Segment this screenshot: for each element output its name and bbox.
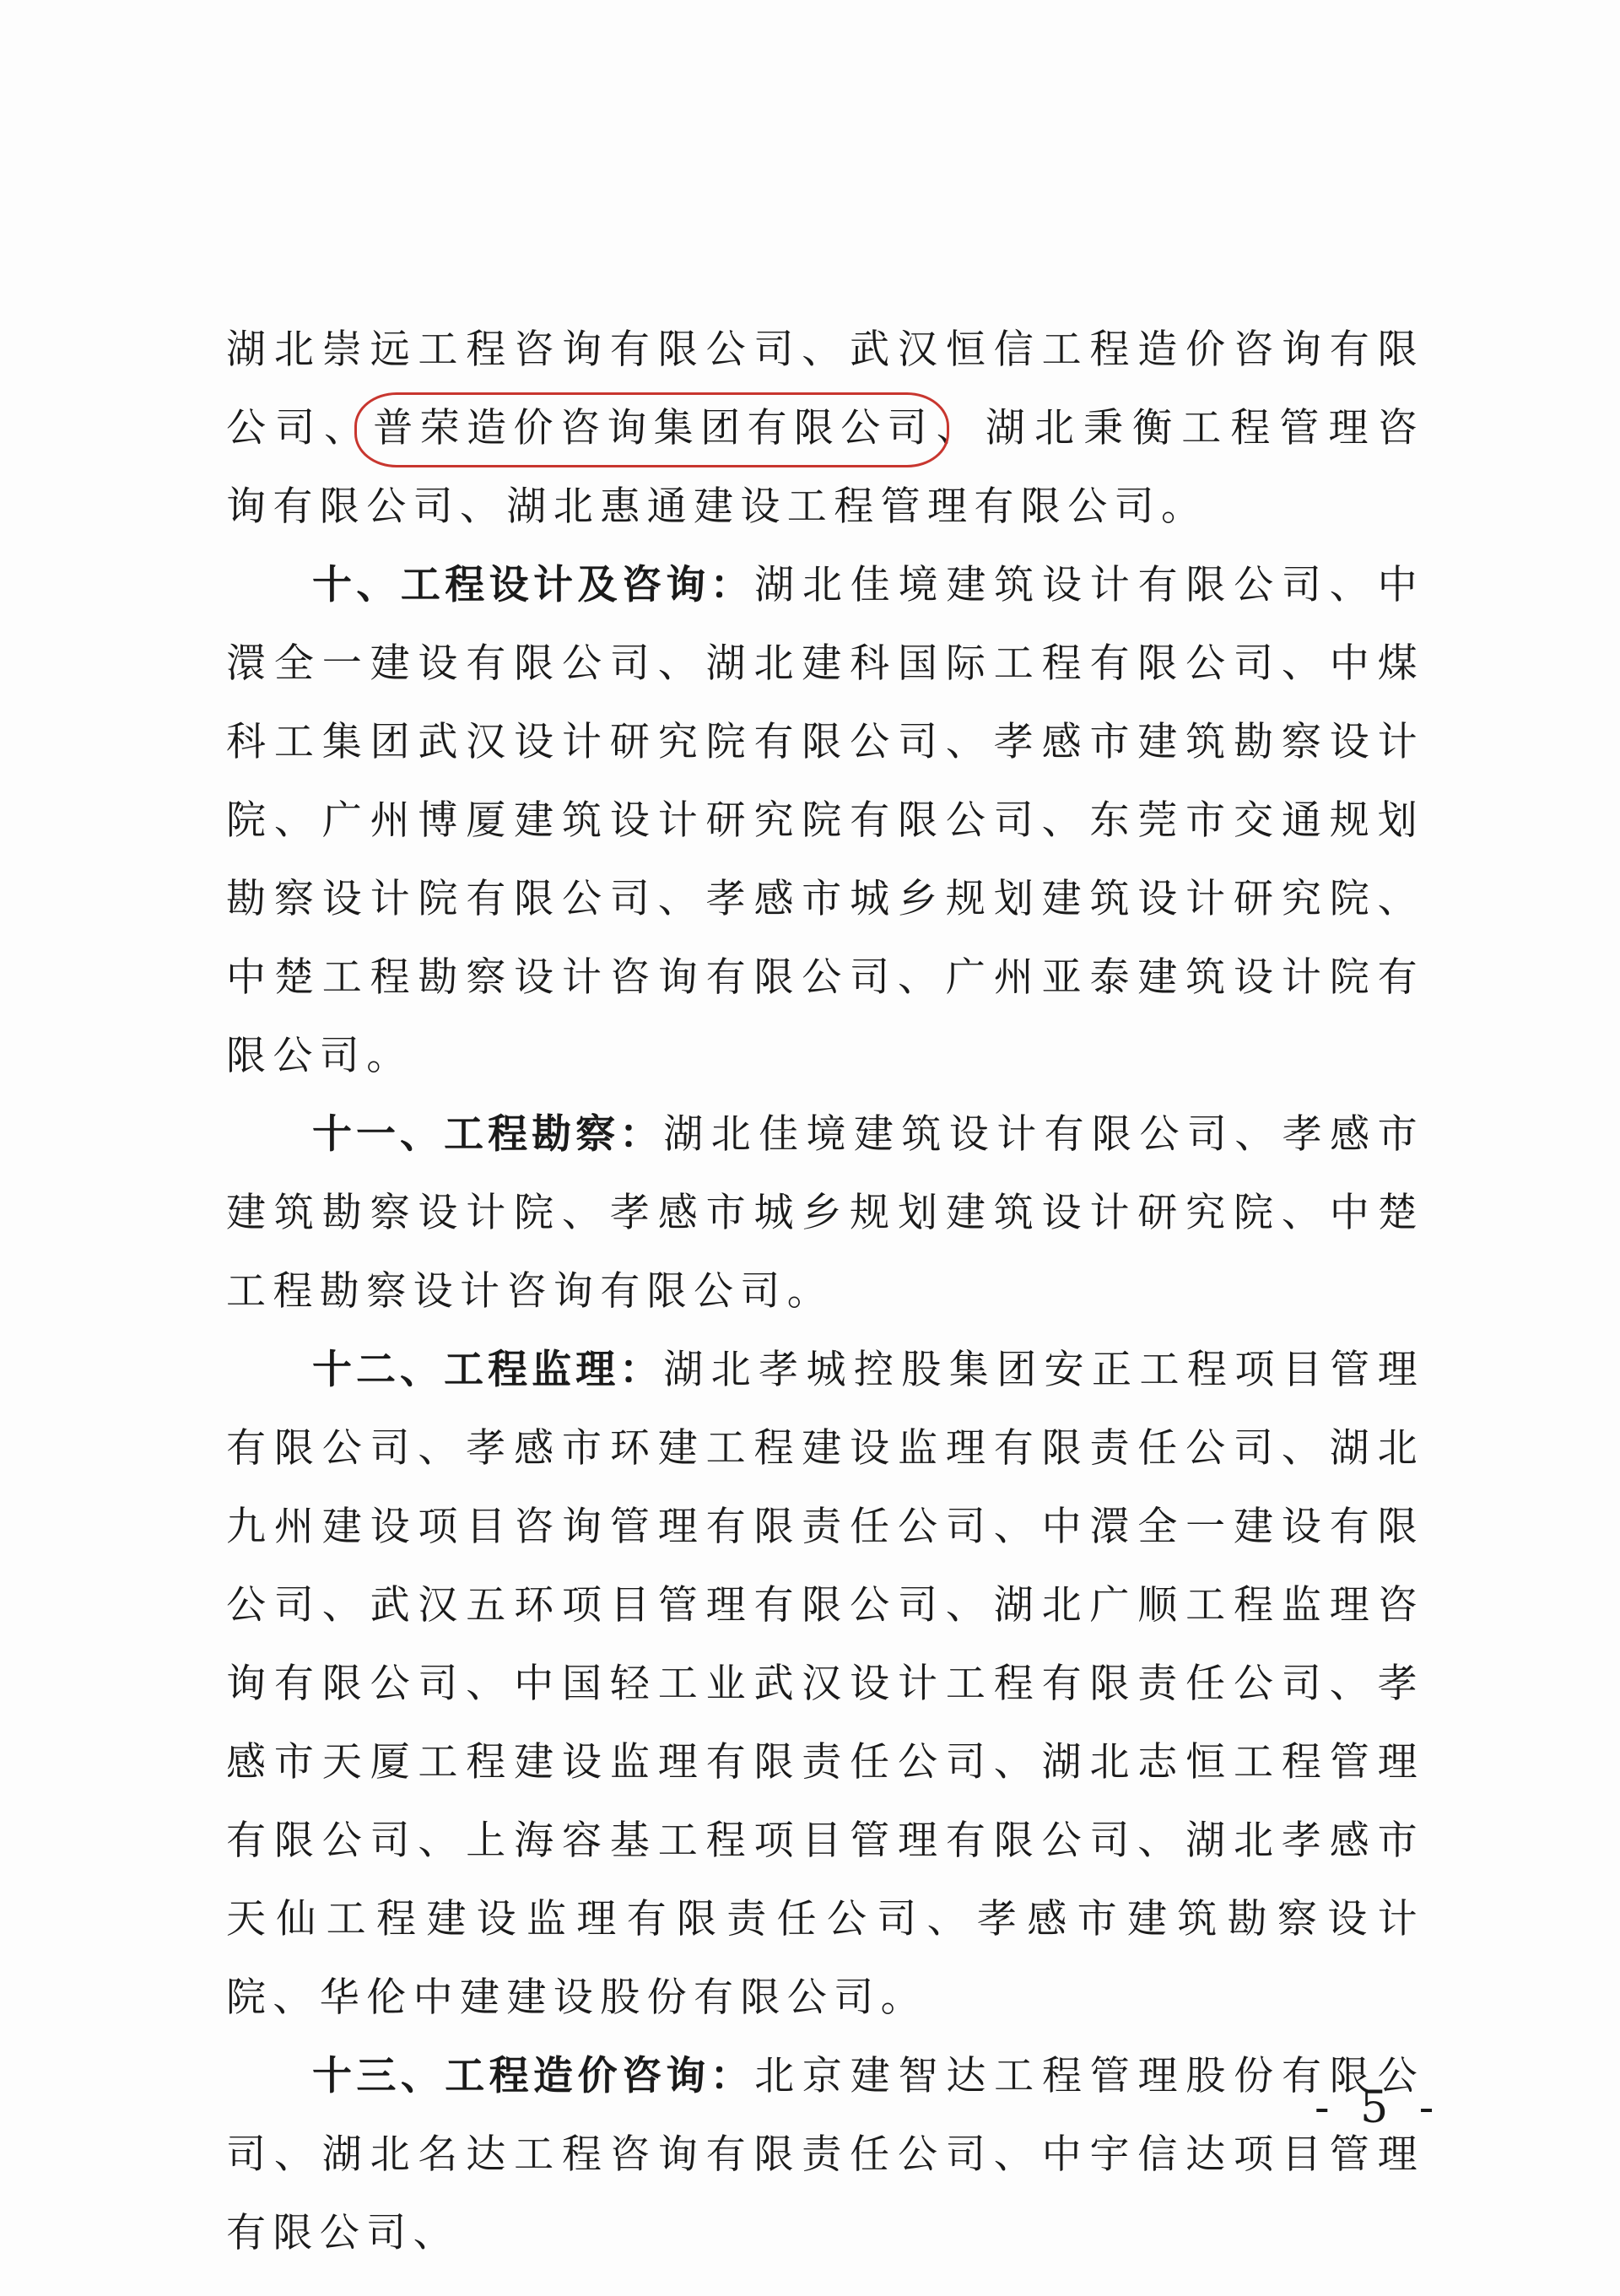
continuation-line-3: 湖北惠通建设工程管理有限公司。	[506, 484, 1208, 530]
continuation-line-2: 、湖北秉衡工程管理咨询有限公司、	[226, 405, 1425, 530]
section-heading: 十、工程设计及咨询：	[312, 562, 755, 608]
page-number: - 5 -	[1315, 2083, 1443, 2133]
section-heading: 十一、工程勘察：	[312, 1111, 664, 1158]
section-text: 北京建智达工程管理股份有限公司、湖北名达工程咨询有限责任公司、中宇信达项目管理有限公司、	[226, 2053, 1425, 2256]
continuation-line-1: 湖北崇远工程咨询有限公司、武汉恒信工程造价咨询有限公司、	[226, 327, 1424, 451]
continuation-paragraph	[226, 311, 1424, 546]
section-engineering-survey	[226, 1095, 1424, 1331]
section-text: 湖北佳境建筑设计有限公司、中澴全一建设有限公司、湖北建科国际工程有限公司、中煤科工集团武汉设计研究院有限公司、孝感市建筑勘察设计院、广州博厦建筑设计研究院有限公司、东莞市交通规划勘察设计院有限公司、孝感市城乡规划建筑设计研究院、中楚工程勘察设计咨询有限公司、广州亚泰建筑设计院有限公司。	[226, 562, 1425, 1079]
section-text: 湖北孝城控股集团安正工程项目管理有限公司、孝感市环建工程建设监理有限责任公司、湖北九州建设项目咨询管理有限责任公司、中澴全一建设有限公司、武汉五环项目管理有限公司、湖北广顺工程监理咨询有限公司、中国轻工业武汉设计工程有限责任公司、孝感市天厦工程建设监理有限责任公司、湖北志恒工程管理有限公司、上海容基工程项目管理有限公司、湖北孝感市天仙工程建设监理有限责任公司、孝感市建筑勘察设计院、华伦中建建设股份有限公司。	[226, 1347, 1425, 2021]
document-body	[226, 311, 1424, 2272]
section-engineering-supervision	[226, 1331, 1424, 2037]
section-text: 湖北佳境建筑设计有限公司、孝感市建筑勘察设计院、孝感市城乡规划建筑设计研究院、中楚工程勘察设计咨询有限公司。	[226, 1111, 1425, 1315]
section-heading: 十二、工程监理：	[312, 1347, 664, 1393]
section-heading: 十三、工程造价咨询：	[312, 2053, 755, 2099]
section-engineering-design	[226, 546, 1424, 1095]
section-cost-consulting	[226, 2037, 1424, 2272]
circled-company-name: 普荣造价咨询集团有限公司	[373, 389, 934, 467]
